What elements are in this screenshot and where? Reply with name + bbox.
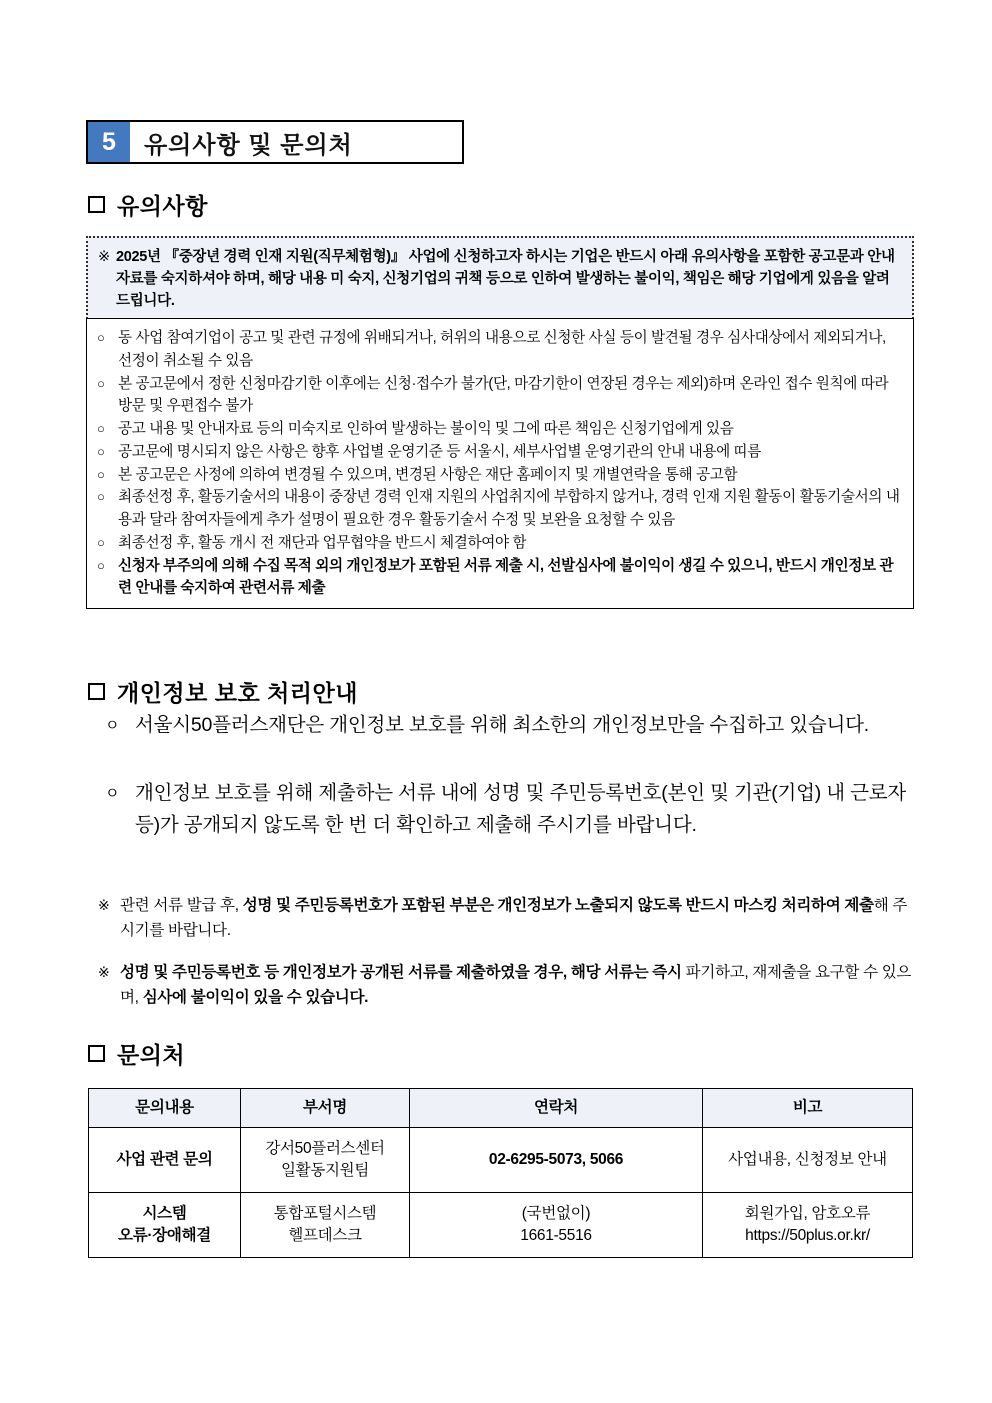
reference-mark-icon: ※ [98,964,110,980]
cell-phone: (국번없이) 1661-5516 [410,1193,703,1258]
notice-bullet-text: 공고 내용 및 안내자료 등의 미숙지로 인하여 발생하는 불이익 및 그에 따른 책임은 신청기업에게 있음 [118,421,734,438]
privacy-item-text: 개인정보 보호를 위해 제출하는 서류 내에 성명 및 주민등록번호(본인 및 기관(기업) 내 근로자 등)가 공개되지 않도록 한 번 더 확인하고 제출해 주시기를 바랍니다. [135,782,907,836]
notice-bullet-text: 본 공고문에서 정한 신청마감기한 이후에는 신청·접수가 불가(단, 마감기한이 연장된 경우는 제외)하며 온라인 접수 원칙에 따라 방문 및 우편접수 불가 [118,375,889,415]
table-header-remark: 비고 [703,1089,913,1128]
notice-bullet-item [97,373,903,419]
notice-bullet-item [97,532,903,555]
cell-inquiry: 사업 관련 문의 [89,1128,241,1193]
small-circle-bullet-icon: ㅇ [105,717,120,734]
cell-dept: 통합포털시스템 헬프데스크 [241,1193,410,1258]
privacy-note [98,893,916,944]
circle-bullet-icon: ○ [97,489,105,505]
notice-bullet-text: 본 공고문은 사정에 의하여 변경될 수 있으며, 변경된 사항은 재단 홈페이지 및 개별연락을 통해 공고함 [118,466,738,483]
notice-callout-line [98,246,900,312]
table-row [89,1128,913,1193]
notice-bullet-item [97,441,903,464]
table-header-dept: 부서명 [241,1089,410,1128]
circle-bullet-icon: ○ [97,534,105,550]
notice-bullet-text: 최종선정 후, 활동 개시 전 재단과 업무협약을 반드시 체결하여야 함 [118,534,527,551]
notice-bullet-text: 신청자 부주의에 의해 수집 목적 외의 개인정보가 포함된 서류 제출 시, 선발심사에 불이익이 생길 수 있으니, 반드시 개인정보 관련 안내를 숙지하여 관련서류 제출 [118,557,894,597]
privacy-item [105,778,925,841]
circle-bullet-icon: ○ [97,557,105,573]
square-bullet-icon [88,683,105,700]
circle-bullet-icon: ○ [97,375,105,391]
heading-privacy-label: 개인정보 보호 처리안내 [117,680,358,706]
cell-dept: 강서50플러스센터 일활동지원팀 [241,1128,410,1193]
table-header-inquiry: 문의내용 [89,1089,241,1128]
notice-bullet-text: 최종선정 후, 활동기술서의 내용이 중장년 경력 인재 지원의 사업취지에 부합하지 않거나, 경력 인재 지원 활동이 활동기술서의 내용과 달라 참여자들에게 추가 설명이 필요한 경우 활동기술서 수정 및 보완을 요청할 수 있음 [118,489,900,529]
cell-phone: 02-6295-5073, 5066 [410,1128,703,1193]
section-title-label: 유의사항 및 문의처 [144,131,353,159]
heading-notice [88,188,208,221]
notice-bullet-item [97,486,903,532]
notice-bullet-item [97,555,903,601]
circle-bullet-icon: ○ [97,421,105,437]
circle-bullet-icon: ○ [97,443,105,459]
notice-bullet-text: 동 사업 참여기업이 공고 및 관련 규정에 위배되거나, 허위의 내용으로 신청한 사실 등이 발견될 경우 심사대상에서 제외되거나, 선정이 취소될 수 있음 [118,330,886,369]
square-bullet-icon [88,1045,105,1062]
reference-mark-icon: ※ [98,249,110,265]
privacy-note [98,960,916,1011]
square-bullet-icon [88,196,105,213]
heading-privacy [88,675,358,708]
privacy-note-text: 관련 서류 발급 후, 성명 및 주민등록번호가 포함된 부분은 개인정보가 노출되지 않도록 반드시 마스킹 처리하여 제출해 주시기를 바랍니다. [120,897,908,940]
table-header-phone: 연락처 [410,1089,703,1128]
cell-remark: 사업내용, 신청정보 안내 [703,1128,913,1193]
notice-bullet-text: 공고문에 명시되지 않은 사항은 향후 사업별 운영기준 등 서울시, 세부사업별 운영기관의 안내 내용에 띠름 [118,443,762,460]
small-circle-bullet-icon: ㅇ [105,785,120,802]
circle-bullet-icon: ○ [97,330,105,345]
privacy-item [105,710,925,742]
heading-contact [88,1037,185,1070]
notice-bullet-item [97,418,903,441]
table-row [89,1193,913,1258]
notice-bullet-box [86,318,914,609]
notice-bullet-item [97,464,903,487]
notice-bullet-item [97,327,903,373]
heading-contact-label: 문의처 [117,1042,186,1068]
reference-mark-icon: ※ [98,897,110,913]
notice-callout-box [86,236,914,323]
section-title-bar [86,120,464,164]
contact-table [88,1088,913,1258]
cell-inquiry: 시스템 오류·장애해결 [89,1193,241,1258]
notice-callout-text: 2025년 『중장년 경력 인재 지원(직무체험형)』 사업에 신청하고자 하시는 기업은 반드시 아래 유의사항을 포함한 공고문과 안내 자료를 숙지하셔야 하며, 해당 내용 미 숙지, 신청기업의 귀책 등으로 인하여 발생하는 불이익, 책임은 해당 기업에게 있음을 알려드립니다. [116,249,895,310]
heading-notice-label: 유의사항 [117,193,208,219]
cell-remark: 회원가입, 암호오류 https://50plus.or.kr/ [703,1193,913,1258]
circle-bullet-icon: ○ [97,466,105,482]
privacy-note-text: 성명 및 주민등록번호 등 개인정보가 공개된 서류를 제출하였을 경우, 해당 서류는 즉시 파기하고, 재제출을 요구할 수 있으며, 심사에 불이익이 있을 수 있습니다. [120,964,912,1007]
section-number-badge: 5 [88,122,130,162]
table-header-row [89,1089,913,1128]
privacy-item-text: 서울시50플러스재단은 개인정보 보호를 위해 최소한의 개인정보만을 수집하고 있습니다. [135,714,869,736]
